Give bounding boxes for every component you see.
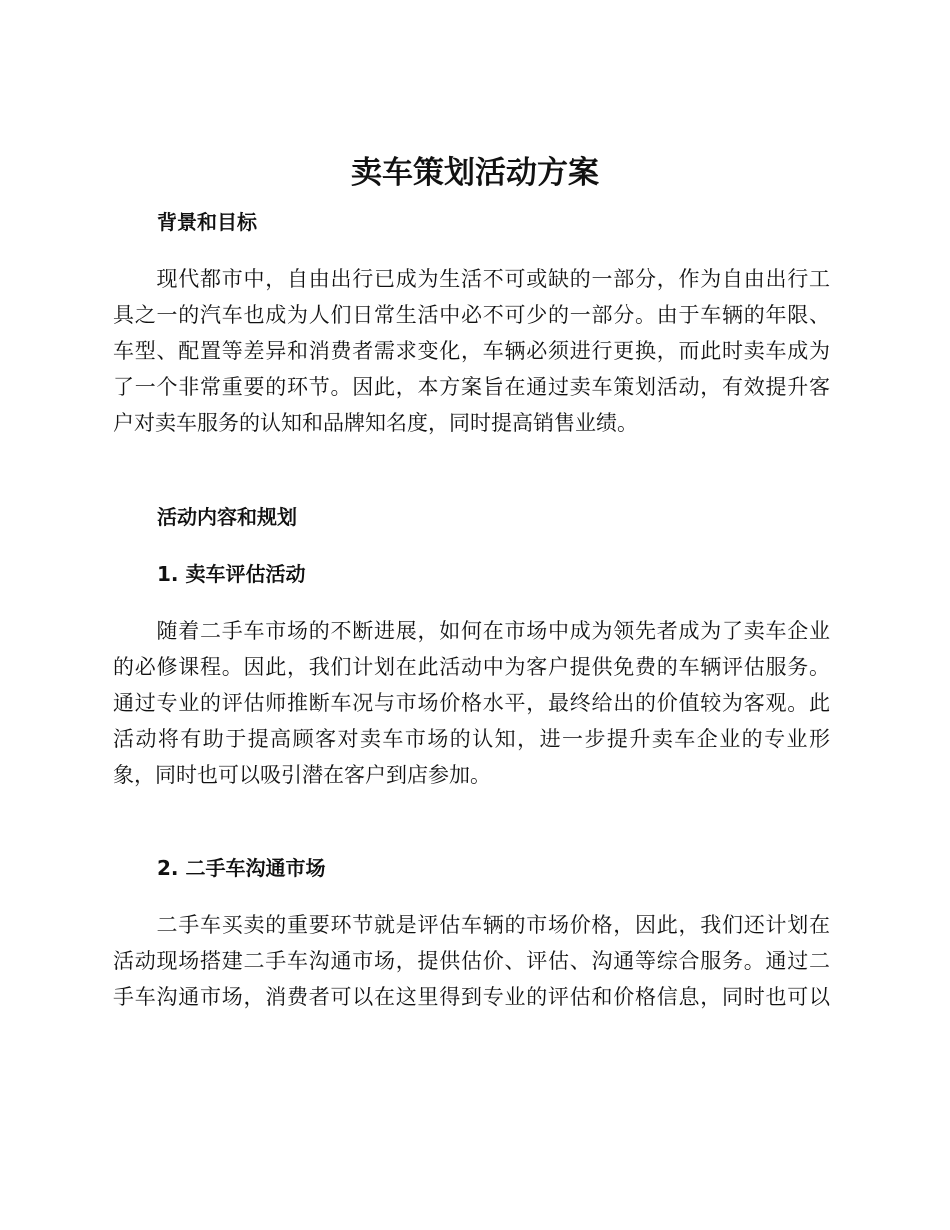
- paragraph-line: 象，同时也可以吸引潜在客户到店参加。: [113, 763, 491, 787]
- paragraph-background: [113, 261, 830, 441]
- section-heading-background: 背景和目标: [157, 210, 257, 234]
- paragraph-line: 户对卖车服务的认知和品牌知名度，同时提高销售业绩。: [113, 411, 638, 435]
- paragraph-line: 具之一的汽车也成为人们日常生活中必不可少的一部分。由于车辆的年限、: [113, 303, 830, 327]
- paragraph-line: 现代都市中，自由出行已成为生活不可或缺的一部分，作为自由出行工: [113, 267, 830, 291]
- section-heading-activity-plan: 活动内容和规划: [157, 505, 297, 529]
- section-heading-used-car-market: 2. 二手车沟通市场: [157, 856, 326, 880]
- paragraph-line: 二手车买卖的重要环节就是评估车辆的市场价格，因此，我们还计划在: [113, 913, 830, 937]
- paragraph-line: 的必修课程。因此，我们计划在此活动中为客户提供免费的车辆评估服务。: [113, 655, 830, 679]
- document-title: 卖车策划活动方案: [351, 155, 599, 191]
- paragraph-line: 通过专业的评估师推断车况与市场价格水平，最终给出的价值较为客观。此: [113, 691, 830, 715]
- paragraph-line: 了一个非常重要的环节。因此，本方案旨在通过卖车策划活动，有效提升客: [113, 375, 830, 399]
- paragraph-line: 随着二手车市场的不断进展，如何在市场中成为领先者成为了卖车企业: [113, 619, 830, 643]
- paragraph-line: 手车沟通市场，消费者可以在这里得到专业的评估和价格信息，同时也可以: [113, 985, 830, 1009]
- paragraph-used-car-market: [113, 907, 830, 1015]
- paragraph-line: 活动现场搭建二手车沟通市场，提供估价、评估、沟通等综合服务。通过二: [113, 949, 830, 973]
- paragraph-line: 车型、配置等差异和消费者需求变化，车辆必须进行更换，而此时卖车成为: [113, 339, 830, 363]
- paragraph-car-evaluation: [113, 613, 830, 793]
- paragraph-line: 活动将有助于提高顾客对卖车市场的认知，进一步提升卖车企业的专业形: [113, 727, 830, 751]
- section-heading-car-evaluation: 1. 卖车评估活动: [157, 562, 306, 586]
